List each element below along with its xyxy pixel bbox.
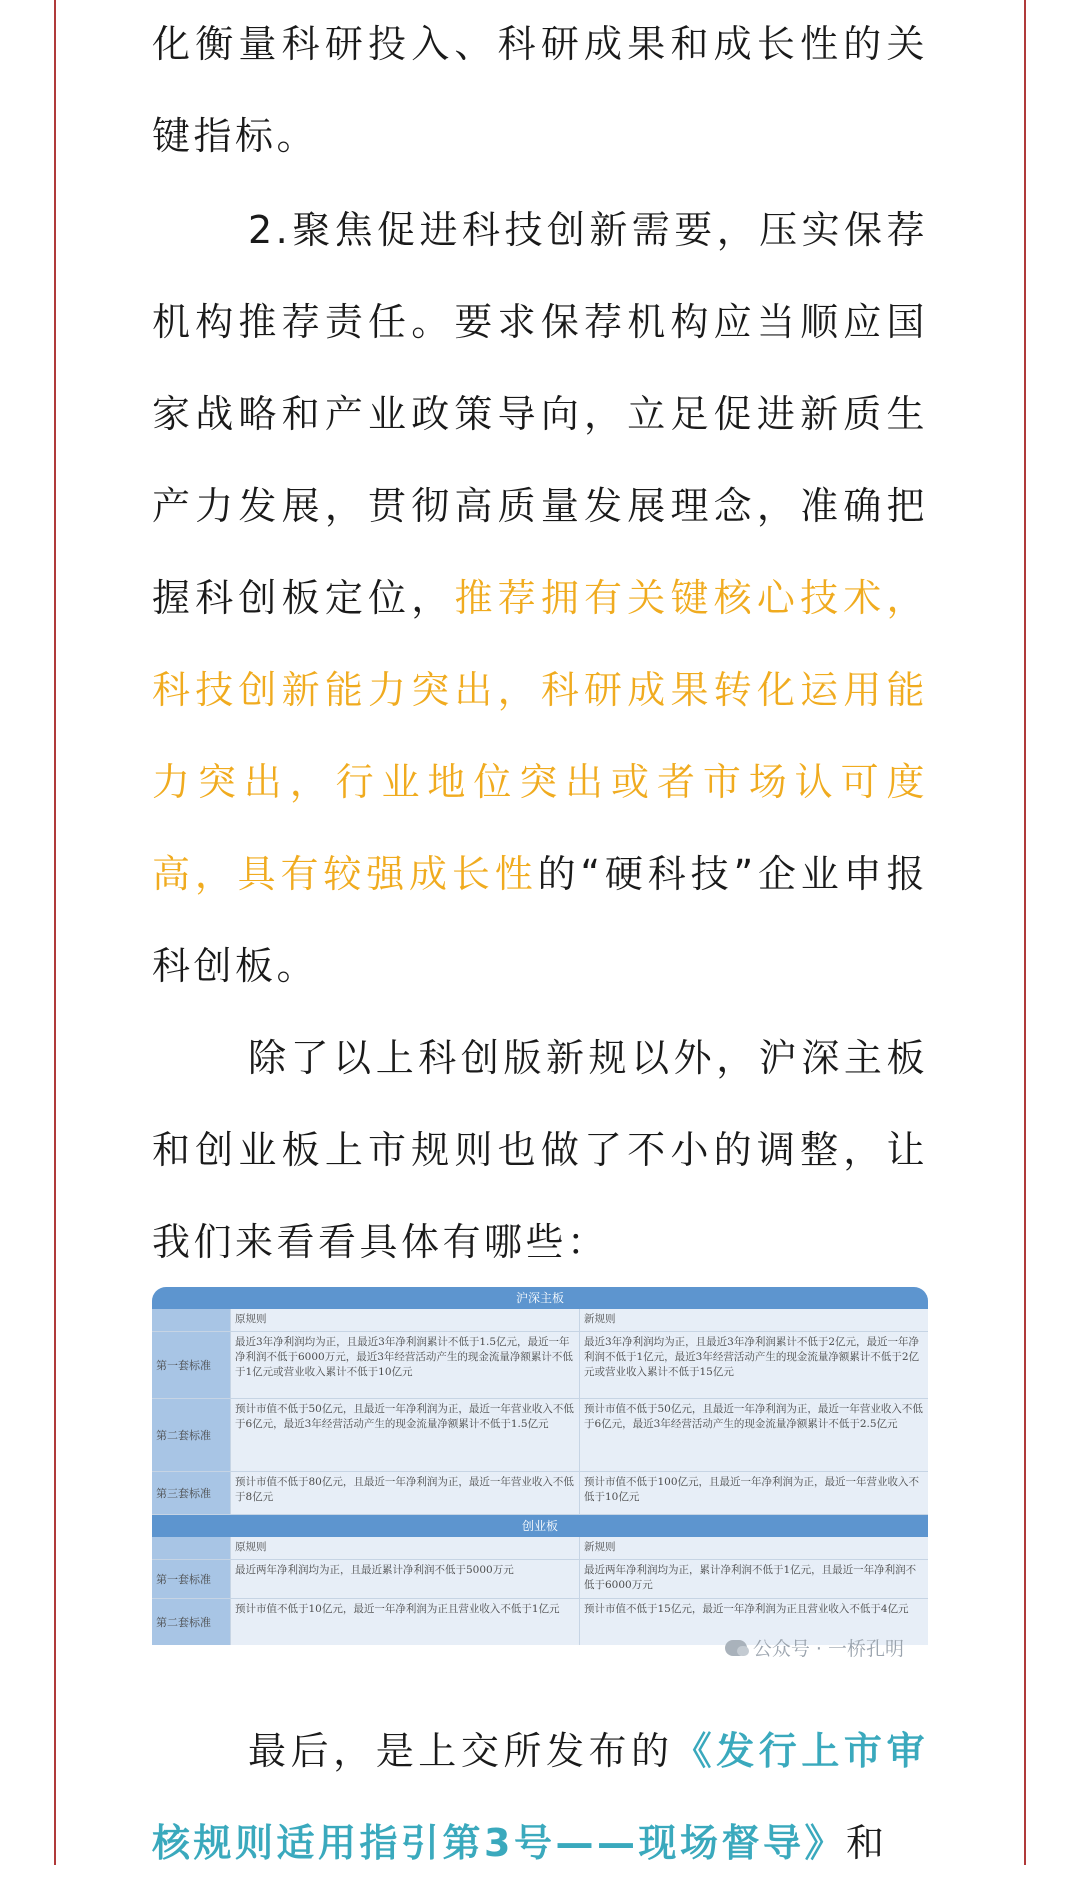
cell-old: 最近3年净利润均为正，且最近3年净利润累计不低于1.5亿元，最近一年净利润不低于6000万元，最近3年经营活动产生的现金流量净额累计不低于1亿元或营业收入累计不低于10亿元: [230, 1332, 579, 1398]
paragraph-4: 最后，是上交所发布的《发行上市审核规则适用指引第3号——现场督导》和: [152, 1729, 928, 1865]
cell-old: 最近两年净利润均为正，且最近累计净利润不低于5000万元: [230, 1560, 579, 1598]
highlight-text-teal: 《发行上市审核规则适用指引第3号——现场督导》: [152, 1729, 928, 1865]
paragraph-3: 除了以上科创版新规以外，沪深主板和创业板上市规则也做了不小的调整，让我们来看看具体有哪些：: [152, 1036, 928, 1264]
col-header-new: 新规则: [579, 1537, 928, 1559]
wechat-icon: [725, 1640, 747, 1656]
cell-old: 预计市值不低于10亿元，最近一年净利润为正且营业收入不低于1亿元: [230, 1599, 579, 1645]
table-header-row: [152, 1309, 928, 1332]
highlight-text-orange: 推荐拥有关键核心技术，科技创新能力突出，科研成果转化运用能力突出，行业地位突出或者市场认可度高，具有较强成长性: [152, 576, 928, 896]
left-border-line: [54, 0, 56, 1865]
cell-old: 预计市值不低于50亿元，且最近一年净利润为正，最近一年营业收入不低于6亿元，最近3年经营活动产生的现金流量净额累计不低于1.5亿元: [230, 1399, 579, 1471]
cell-old: 预计市值不低于80亿元，且最近一年净利润为正，最近一年营业收入不低于8亿元: [230, 1472, 579, 1514]
table-section-title: 沪深主板: [152, 1287, 928, 1309]
cell-new: 最近3年净利润均为正，且最近3年净利润累计不低于2亿元，最近一年净利润不低于1亿元，最近3年经营活动产生的现金流量净额累计不低于2亿元或营业收入累计不低于15亿元: [579, 1332, 928, 1398]
table-row: [152, 1399, 928, 1472]
col-header-old: 原规则: [230, 1537, 579, 1559]
article-body-bottom: [152, 1705, 928, 1889]
rules-comparison-table-image: [152, 1287, 928, 1683]
paragraph-2: 2.聚焦促进科技创新需要，压实保荐机构推荐责任。要求保荐机构应当顺应国家战略和产业政策导向，立足促进新质生产力发展，贯彻高质量发展理念，准确把握科创板定位，推荐拥有关键核心技术，科技创新能力突出，科研成果转化运用能力突出，行业地位突出或者市场认可度高，具有较强成长性的“硬科技”企业申报科创板。: [152, 208, 928, 988]
table-corner-cell: [152, 1309, 230, 1331]
row-label: 第二套标准: [152, 1599, 230, 1645]
table-section-title: 创业板: [152, 1515, 928, 1537]
table-header-row: [152, 1537, 928, 1560]
table-corner-cell: [152, 1537, 230, 1559]
cell-new: 预计市值不低于100亿元，且最近一年净利润为正，最近一年营业收入不低于10亿元: [579, 1472, 928, 1514]
table-row: [152, 1332, 928, 1399]
watermark: [725, 1634, 904, 1661]
table-row: [152, 1560, 928, 1599]
row-label: 第一套标准: [152, 1332, 230, 1398]
row-label: 第二套标准: [152, 1399, 230, 1471]
row-label: 第一套标准: [152, 1560, 230, 1598]
col-header-old: 原规则: [230, 1309, 579, 1331]
article-body: [152, 0, 928, 1288]
cell-new: 预计市值不低于15亿元，最近一年净利润为正且营业收入不低于4亿元: [579, 1599, 928, 1645]
watermark-text: 公众号 · 一桥孔明: [752, 1638, 904, 1660]
right-border-line: [1024, 0, 1026, 1865]
cell-new: 最近两年净利润均为正，累计净利润不低于1亿元，且最近一年净利润不低于6000万元: [579, 1560, 928, 1598]
row-label: 第三套标准: [152, 1472, 230, 1514]
paragraph-1: 化衡量科研投入、科研成果和成长性的关键指标。: [152, 22, 928, 158]
col-header-new: 新规则: [579, 1309, 928, 1331]
cell-new: 预计市值不低于50亿元，且最近一年净利润为正，最近一年营业收入不低于6亿元，最近3年经营活动产生的现金流量净额累计不低于2.5亿元: [579, 1399, 928, 1471]
table-row: [152, 1472, 928, 1515]
